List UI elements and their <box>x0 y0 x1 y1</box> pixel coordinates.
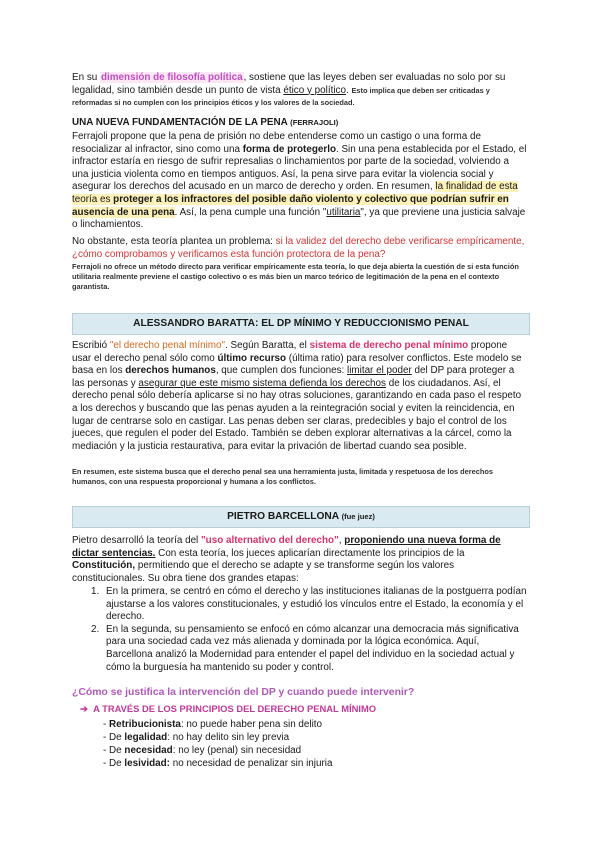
ferrajoli-heading: UNA NUEVA FUNDAMENTACIÓN DE LA PENA (FERRAJOLI) <box>72 117 339 128</box>
arrow-right-icon: ➔ <box>80 703 88 714</box>
barcellona-banner: PIETRO BARCELLONA (fue juez) <box>72 506 530 528</box>
barcellona-stages-list <box>80 586 528 674</box>
barcellona-paragraph: Pietro desarrolló la teoría del "uso alternativo del derecho", proponiendo una nueva forma de dictar sentencias. Con esta teoría, los jueces aplicarían directamente los principios de la Constitución, permitiendo que el derecho se adapte y se transforme según los valores constitucionales. Su obra tiene dos grandes etapas: <box>72 535 501 584</box>
ferrajoli-problem-paragraph: No obstante, esta teoría plantea un problema: si la validez del derecho debe verificarse empíricamente, ¿cómo comprobamos y verificamos esta función protectora de la pena? <box>72 236 525 260</box>
intro-small-note: Esto implica que deben ser criticadas y reformadas si no cumplen con los principios éticos y los valores de la sociedad. <box>72 85 490 108</box>
list-item: 1. En la primera, se centró en cómo el derecho y las instituciones italianas de la postguerra podían ajustarse a los valores constitucionales, y estudió los vínculos entre el Estado, la economía y el derecho. <box>102 586 528 624</box>
baratta-paragraph: Escribió "el derecho penal mínimo". Según Baratta, el sistema de derecho penal mínimo propone usar el derecho penal sólo como último recurso (última ratio) para resolver conflictos. Este modelo se basa en los derechos humanos, que cumplen dos funciones: limitar el poder del DP para proteger a las personas y asegurar que este mismo sistema defienda los derechos de los ciudadanos. Así, el derecho penal sólo debería aplicarse si no hay otras soluciones, garantizando en cada paso el respeto a los derechos y buscando que las penas ayuden a la reintegración social y eviten la reincidencia, en lugar de centrarse solo en castigar. Las penas deben ser claras, predecibles y bajo el control de los jueces, que regulen el poder del Estado. También se deben explorar alternativas a la cárcel, como la mediación y la justicia restaurativa, para evitar la privación de libertad cuando sea posible. <box>72 340 522 452</box>
ferrajoli-small-note: Ferrajoli no ofrece un método directo para verificar empíricamente esta teoría, lo que deja abierta la cuestión de si esta función utilitaria realmente previene el castigo colectivo o es más bien un marco teórico de legitimación de la pena en el contexto garantista. <box>72 262 519 291</box>
ferrajoli-key-finding: proteger a los infractores del posible daño violento y colectivo que podrían sufrir en ausencia de una pena <box>72 193 509 218</box>
list-item: 2. En la segunda, su pensamiento se enfocó en cómo alcanzar una democracia más significativa para una sociedad cada vez más alienada y dominada por la lógica económica. Aquí, Barcellona analizó la Modernidad para entender el papel del individuo en la sociedad actual y cómo la burguesía ha mantenido su poder y control. <box>102 624 528 674</box>
list-item: - De legalidad: no hay delito sin ley previa <box>103 732 290 743</box>
baratta-banner: ALESSANDRO BARATTA: EL DP MÍNIMO Y REDUCCIONISMO PENAL <box>72 313 530 335</box>
list-item: - Retribucionista: no puede haber pena sin delito <box>103 719 323 730</box>
ferrajoli-paragraph: Ferrajoli propone que la pena de prisión no debe entenderse como un castigo o una forma de resocializar al infractor, sino como una forma de protegerlo. Sin una pena establecida por el Estado, el infractor estaría en riesgo de sufrir represalias o linchamientos por parte de la sociedad, volviendo a una justicia violenta como en tiempos antiguos. Así, la pena sirve para evitar la violencia social y asegurar los derechos del acusado en un marco de derecho y orden. En resumen, la finalidad de esta teoría es proteger a los infractores del posible daño violento y colectivo que podrían sufrir en ausencia de una pena. Así, la pena cumple una función "utilitaria", ya que previene una justicia salvaje o linchamientos. <box>72 131 527 231</box>
dimension-highlight: dimensión de filosofía política <box>101 72 243 83</box>
final-question: ¿Cómo se justifica la intervención del DP y cuando puede intervenir? <box>72 687 415 698</box>
intro-paragraph: En su dimensión de filosofía política, sostiene que las leyes deben ser evaluadas no solo por su legalidad, sino también desde un punto de vista ético y político. Esto implica que deben ser criticadas y reformadas si no cumplen con los principios éticos y los valores de la sociedad. <box>72 72 506 108</box>
principles-subheading: ➔ A TRAVÉS DE LOS PRINCIPIOS DEL DERECHO PENAL MÍNIMO <box>80 703 377 714</box>
etico-politico-underlined: ético y político <box>283 84 346 96</box>
baratta-small-note: En resumen, este sistema busca que el derecho penal sea una herramienta justa, limitada y respetuosa de los derechos humanos, con una respuesta proporcional y humana a los conflictos. <box>72 467 494 486</box>
list-item: - De lesividad: no necesidad de penalizar sin injuria <box>103 758 333 769</box>
problem-question: si la validez del derecho debe verificarse empíricamente, ¿cómo comprobamos y verificamos esta función protectora de la pena? <box>72 236 525 260</box>
principles-list <box>103 718 523 770</box>
list-item: - De necesidad: no ley (penal) sin necesidad <box>103 745 302 756</box>
